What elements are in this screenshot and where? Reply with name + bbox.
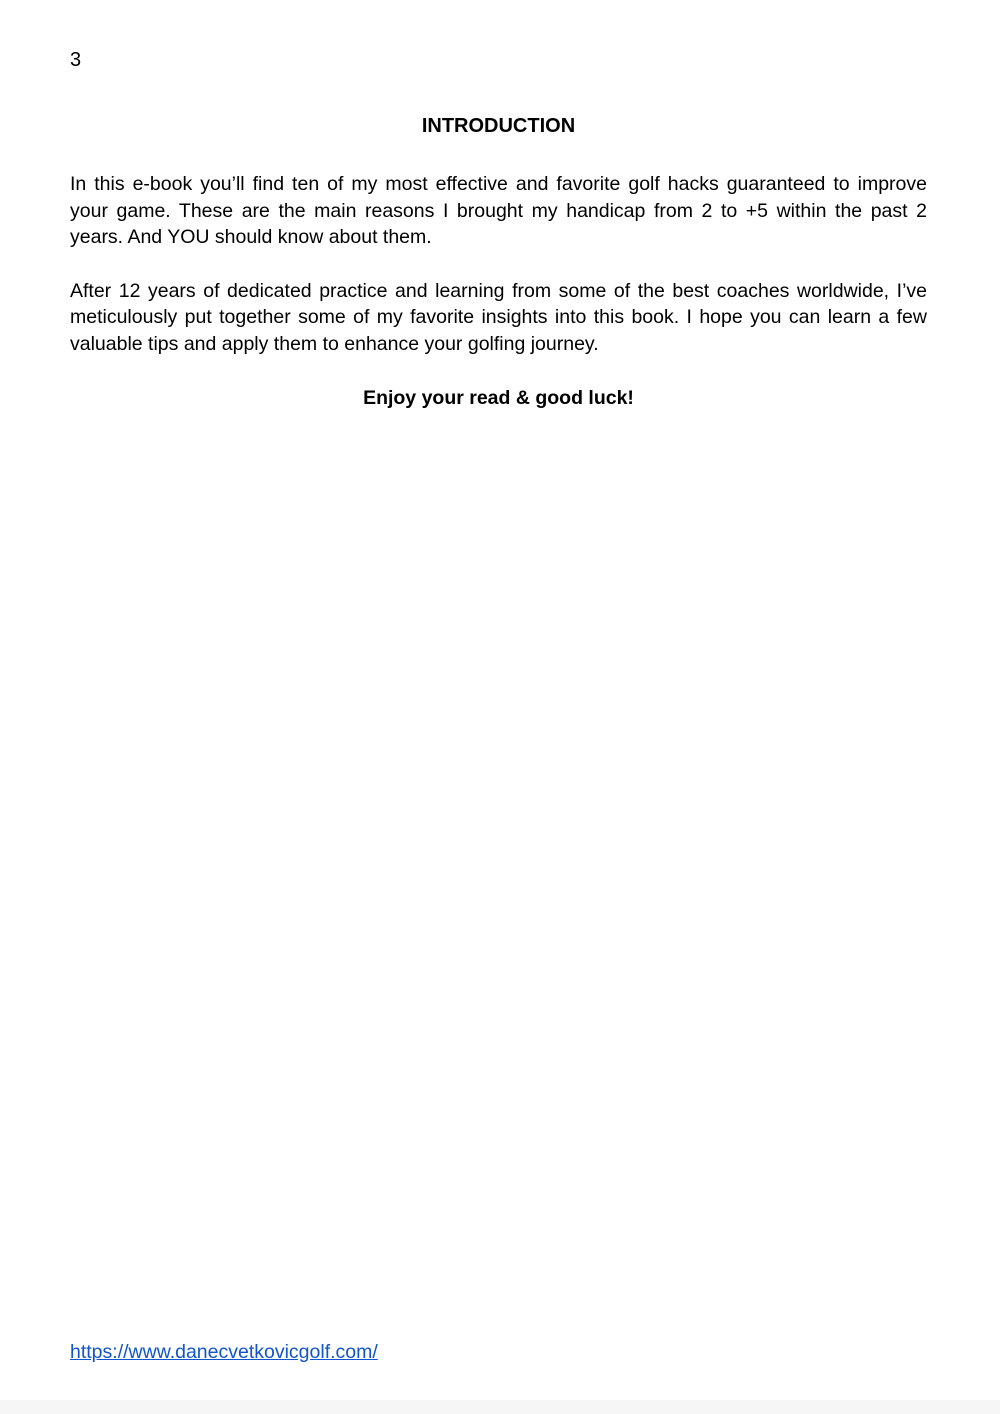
document-body xyxy=(70,171,927,412)
footer-website-link[interactable]: https://www.danecvetkovicgolf.com/ xyxy=(70,1341,378,1363)
page-number: 3 xyxy=(70,49,82,71)
page-title: INTRODUCTION xyxy=(421,115,576,137)
intro-paragraph-1: In this e-book you’ll find ten of my most effective and favorite golf hacks guaranteed to improve your game. These are the main reasons I brought my handicap from 2 to +5 within the past 2 years. And YOU should know about them. xyxy=(70,173,927,248)
closing-line: Enjoy your read & good luck! xyxy=(363,387,634,409)
page-bottom-edge xyxy=(0,1400,1000,1414)
intro-paragraph-2: After 12 years of dedicated practice and learning from some of the best coaches worldwide, I’ve meticulously put together some of my favorite insights into this book. I hope you can learn a few valuable tips and apply them to enhance your golfing journey. xyxy=(70,279,927,355)
